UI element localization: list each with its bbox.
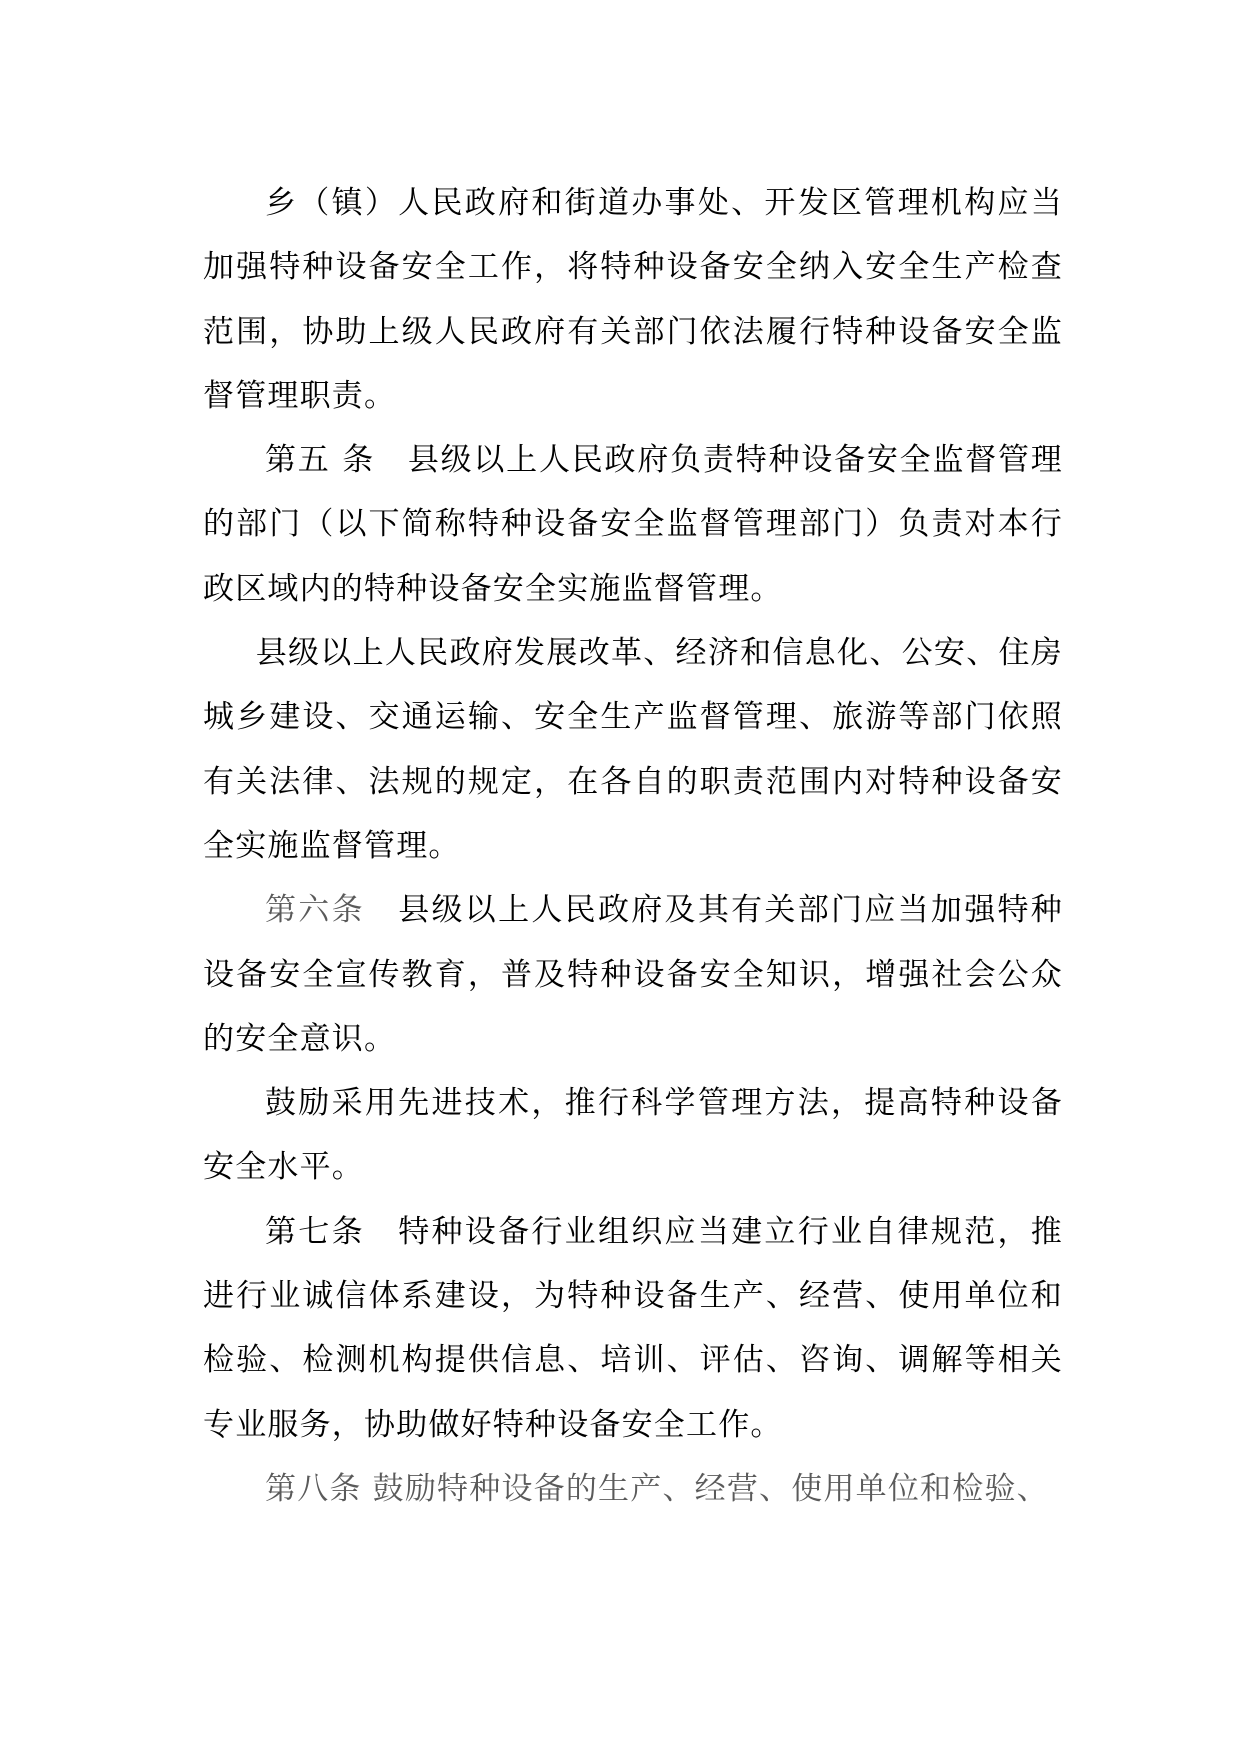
article-6-paragraph xyxy=(203,878,1063,1071)
article-number: 第八条 xyxy=(265,1470,373,1507)
article-7-paragraph xyxy=(203,1200,1063,1457)
paragraph-township-duties xyxy=(203,171,1063,428)
article-number: 第六条 xyxy=(265,892,399,929)
paragraph-departments xyxy=(203,621,1063,878)
paragraph-text: 鼓励特种设备的生产、经营、使用单位和检验、 xyxy=(372,1470,1049,1507)
article-number: 第五 条 xyxy=(265,442,408,479)
paragraph-encourage-technology xyxy=(203,1071,1063,1200)
paragraph-text: 鼓励采用先进技术，推行科学管理方法，提高特种设备安全水平。 xyxy=(203,1085,1063,1186)
article-8-paragraph xyxy=(203,1457,1063,1521)
paragraph-text: 县级以上人民政府发展改革、经济和信息化、公安、住房城乡建设、交通运输、安全生产监督管理、旅游等部门依照有关法律、法规的规定，在各自的职责范围内对特种设备安全实施监督管理。 xyxy=(203,635,1063,864)
article-5-paragraph xyxy=(203,428,1063,621)
paragraph-text: 县级以上人民政府负责特种设备安全监督管理的部门（以下简称特种设备安全监督管理部门）负责对本行政区域内的特种设备安全实施监督管理。 xyxy=(203,442,1064,607)
document-body xyxy=(203,171,1063,1521)
paragraph-text: 乡（镇）人民政府和街道办事处、开发区管理机构应当加强特种设备安全工作，将特种设备安全纳入安全生产检查范围，协助上级人民政府有关部门依法履行特种设备安全监督管理职责。 xyxy=(203,185,1063,414)
paragraph-text: 特种设备行业组织应当建立行业自律规范，推进行业诚信体系建设，为特种设备生产、经营、使用单位和检验、检测机构提供信息、培训、评估、咨询、调解等相关专业服务，协助做好特种设备安全工作。 xyxy=(203,1213,1063,1443)
article-number: 第七条 xyxy=(265,1213,399,1250)
paragraph-text: 县级以上人民政府及其有关部门应当加强特种设备安全宣传教育，普及特种设备安全知识，增强社会公众的安全意识。 xyxy=(203,892,1063,1057)
